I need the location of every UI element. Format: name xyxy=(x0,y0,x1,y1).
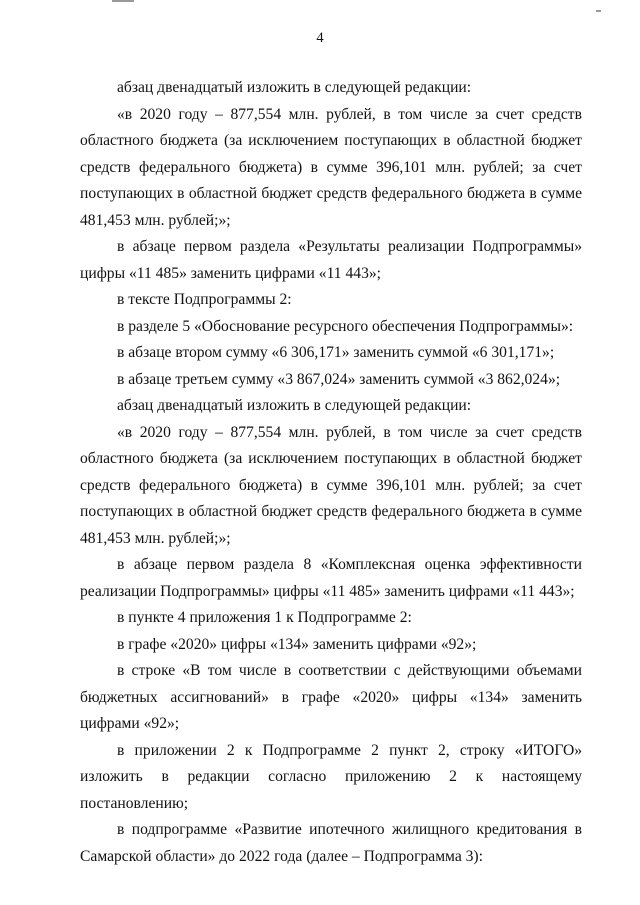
paragraph: в абзаце втором сумму «6 306,171» заменить суммой «6 301,171»; xyxy=(117,344,555,361)
paragraph: в тексте Подпрограммы 2: xyxy=(117,291,292,308)
paragraph: в абзаце третьем сумму «3 867,024» заменить суммой «3 862,024»; xyxy=(117,370,561,388)
paragraph: «в 2020 году – 877,554 млн. рублей, в том числе за счет средств областного бюджета (за исключением поступающих в областной бюджет средств федерального бюджета) в сумме 396,101 млн. рублей; за счет поступающих в областной бюджет средств федерального бюджета в сумме 481,453 млн. рублей;»; xyxy=(80,105,582,229)
page-number: 4 xyxy=(316,30,324,46)
paragraph: в абзаце первом раздела 8 «Комплексная оценка эффективности реализации Подпрограммы» цифры «11 485» заменить цифрами «11 443»; xyxy=(80,556,582,600)
scan-artifact xyxy=(596,10,601,12)
paragraph: абзац двенадцатый изложить в следующей редакции: xyxy=(117,79,472,96)
paragraph: в пункте 4 приложения 1 к Подпрограмме 2: xyxy=(117,609,412,626)
scan-artifact xyxy=(112,0,134,2)
paragraph: в строке «В том числе в соответствии с действующими объемами бюджетных ассигнований» в графе «2020» цифры «134» заменить цифрами «92»; xyxy=(80,662,582,732)
paragraph: в разделе 5 «Обоснование ресурсного обеспечения Подпрограммы»: xyxy=(117,317,574,335)
paragraph: в графе «2020» цифры «134» заменить цифрами «92»; xyxy=(117,635,477,653)
paragraph: абзац двенадцатый изложить в следующей редакции: xyxy=(117,397,472,414)
paragraph: в приложении 2 к Подпрограмме 2 пункт 2, строку «ИТОГО» изложить в редакции согласно приложению 2 к настоящему постановлению; xyxy=(80,741,582,812)
document-body xyxy=(80,75,582,870)
paragraph: в абзаце первом раздела «Результаты реализации Подпрограммы» цифры «11 485» заменить цифрами «11 443»; xyxy=(80,238,582,282)
paragraph: «в 2020 году – 877,554 млн. рублей, в том числе за счет средств областного бюджета (за исключением поступающих в областной бюджет средств федерального бюджета) в сумме 396,101 млн. рублей; за счет поступающих в областной бюджет средств федерального бюджета в сумме 481,453 млн. рублей;»; xyxy=(80,423,582,547)
paragraph: в подпрограмме «Развитие ипотечного жилищного кредитования в Самарской области» до 2022 года (далее – Подпрограмма 3): xyxy=(80,821,582,865)
